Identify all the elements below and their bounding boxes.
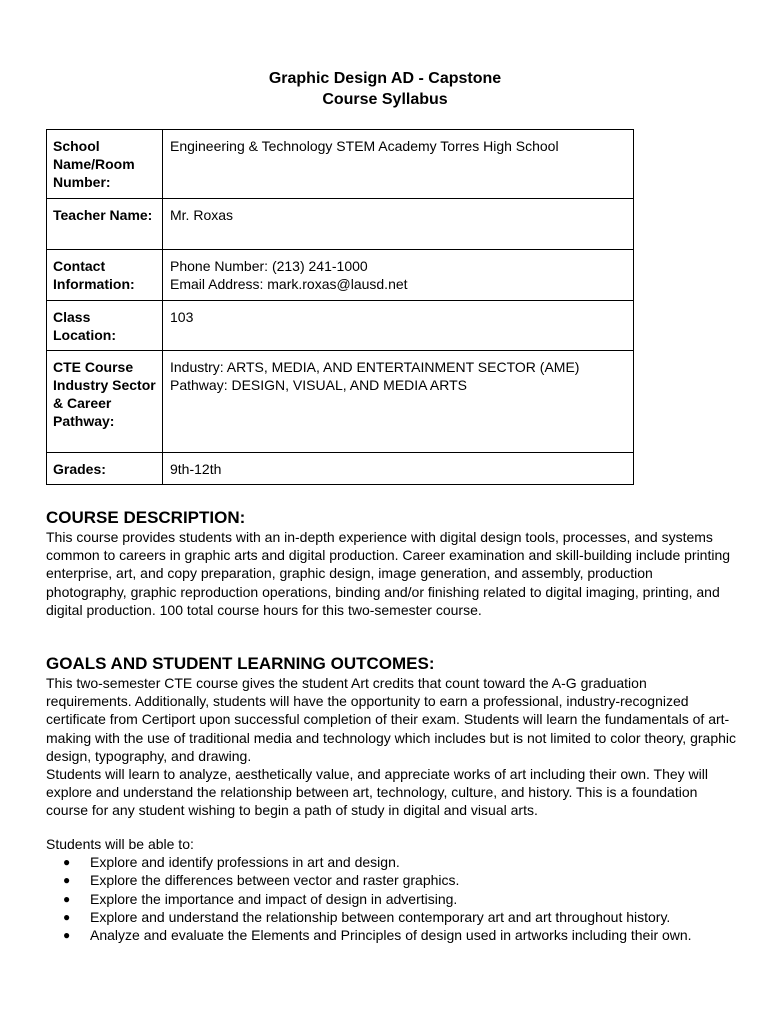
industry-line: Industry: ARTS, MEDIA, AND ENTERTAINMENT SECTOR (AME) <box>170 359 580 375</box>
outcome-text: Explore the importance and impact of design in advertising. <box>90 890 458 907</box>
contact-label: Contact Information: <box>47 250 163 301</box>
course-description-text: This course provides students with an in-depth experience with digital design tools, processes, and systems common to careers in graphic arts and digital production. Career examination and skill-building include printing enterprise, art, and copy preparation, graphic design, image generation, and assembly, production photography, graphic reproduction operations, binding and/or finishing related to digital imaging, printing, and digital production. 100 total course hours for this two-semester course. <box>46 529 731 618</box>
table-row <box>47 130 634 199</box>
goals-section <box>46 654 736 820</box>
course-description-heading: COURSE DESCRIPTION: <box>46 508 246 527</box>
course-description-section <box>46 508 736 619</box>
contact-value <box>163 250 634 301</box>
grades-value <box>163 453 634 485</box>
bullet-icon: ● <box>63 891 71 906</box>
outcome-text: Explore the differences between vector and raster graphics. <box>90 872 460 889</box>
email-address: Email Address: mark.roxas@lausd.net <box>170 276 408 292</box>
goals-paragraph-2: Students will learn to analyze, aesthetically value, and appreciate works of art including their own. They will explore and understand the relationship between art, technology, culture, and history. This is a foundation course for any student wishing to begin a path of study in digital and visual arts. <box>46 766 708 819</box>
grades-label: Grades: <box>47 453 163 485</box>
school-value-line: Engineering & Technology STEM Academy Torres High School <box>170 138 559 154</box>
teacher-value-line: Mr. Roxas <box>170 207 234 223</box>
class-location-label: Class Location: <box>47 301 163 351</box>
bullet-icon: ● <box>63 855 71 870</box>
goals-paragraph-1: This two-semester CTE course gives the student Art credits that count toward the A-G graduation requirements. Additionally, students will have the opportunity to earn a professional, industry-recognized certificate from Certiport upon successful completion of their exam. Students will learn the fundamentals of art-making with the use of traditional media and technology which includes but is not limited to color theory, graphic design, typography, and drawing. <box>46 675 737 764</box>
teacher-label: Teacher Name: <box>47 199 163 250</box>
document-subtitle: Course Syllabus <box>322 91 448 108</box>
bullet-icon: ● <box>63 928 71 943</box>
bullet-icon: ● <box>63 909 71 924</box>
document-title: Graphic Design AD - Capstone <box>268 70 502 87</box>
school-value <box>163 130 634 199</box>
bullet-icon: ● <box>63 873 71 888</box>
outcome-text: Explore and identify professions in art and design. <box>90 854 400 871</box>
table-row <box>47 250 634 301</box>
table-row <box>47 351 634 453</box>
teacher-value <box>163 199 634 250</box>
outcomes-intro: Students will be able to: <box>46 836 194 852</box>
class-location-line: 103 <box>170 309 194 325</box>
list-item <box>46 871 736 889</box>
course-info-table <box>46 129 634 485</box>
outcome-text: Explore and understand the relationship between contemporary art and art throughout history. <box>90 908 671 925</box>
pathway-line: Pathway: DESIGN, VISUAL, AND MEDIA ARTS <box>170 377 467 393</box>
outcomes-section <box>46 835 736 944</box>
outcomes-list <box>46 853 736 944</box>
table-row <box>47 199 634 250</box>
class-location-value <box>163 301 634 351</box>
cte-label: CTE Course Industry Sector & Career Pathway: <box>47 351 163 453</box>
school-label: School Name/Room Number: <box>47 130 163 199</box>
list-item <box>46 853 736 871</box>
table-row <box>47 453 634 485</box>
list-item <box>46 890 736 908</box>
phone-number: Phone Number: (213) 241-1000 <box>170 258 368 274</box>
goals-heading: GOALS AND STUDENT LEARNING OUTCOMES: <box>46 654 435 673</box>
list-item <box>46 926 736 944</box>
table-row <box>47 301 634 351</box>
list-item <box>46 908 736 926</box>
cte-value <box>163 351 634 453</box>
outcome-text: Analyze and evaluate the Elements and Principles of design used in artworks including their own. <box>90 927 692 944</box>
grades-value-line: 9th-12th <box>170 461 222 477</box>
